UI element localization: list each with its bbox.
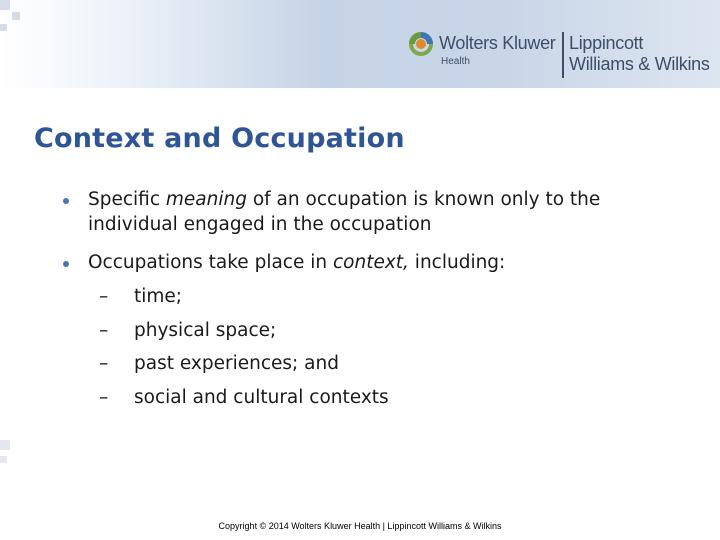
sub-bullet-item <box>99 386 389 410</box>
bullet-item <box>66 188 666 237</box>
sub-bullet-item <box>99 285 182 309</box>
sub-bullet-item <box>99 352 339 376</box>
wolters-kluwer-logo-icon <box>408 31 434 57</box>
dash-marker: – <box>99 387 109 408</box>
dash-marker: – <box>99 320 109 341</box>
partner-name-line1: Lippincott <box>569 33 644 53</box>
decorative-squares <box>0 0 30 470</box>
bullet-dot-icon <box>63 261 69 267</box>
sub-bullet-text: time; <box>134 286 183 307</box>
bullet-dot-icon <box>63 198 69 204</box>
bullet-text: Occupations take place in context, including: <box>88 252 506 273</box>
sub-bullet-text: social and cultural contexts <box>134 387 389 408</box>
sub-bullet-text: past experiences; and <box>134 353 339 374</box>
dash-marker: – <box>99 353 109 374</box>
copyright-footer: Copyright © 2014 Wolters Kluwer Health | Lippincott Williams & Wilkins <box>218 521 502 531</box>
brand-name: Wolters Kluwer <box>439 33 556 53</box>
sub-bullet-item <box>99 319 276 343</box>
bullet-item <box>66 251 666 276</box>
brand-subtitle: Health <box>441 56 470 67</box>
logo-divider <box>562 32 564 78</box>
partner-name-line2: Williams & Wilkins <box>569 54 710 74</box>
bullet-text: Specific meaning of an occupation is known only to the individual engaged in the occupation <box>88 189 601 235</box>
sub-bullet-text: physical space; <box>134 320 277 341</box>
slide-title: Context and Occupation <box>34 123 405 154</box>
dash-marker: – <box>99 286 109 307</box>
